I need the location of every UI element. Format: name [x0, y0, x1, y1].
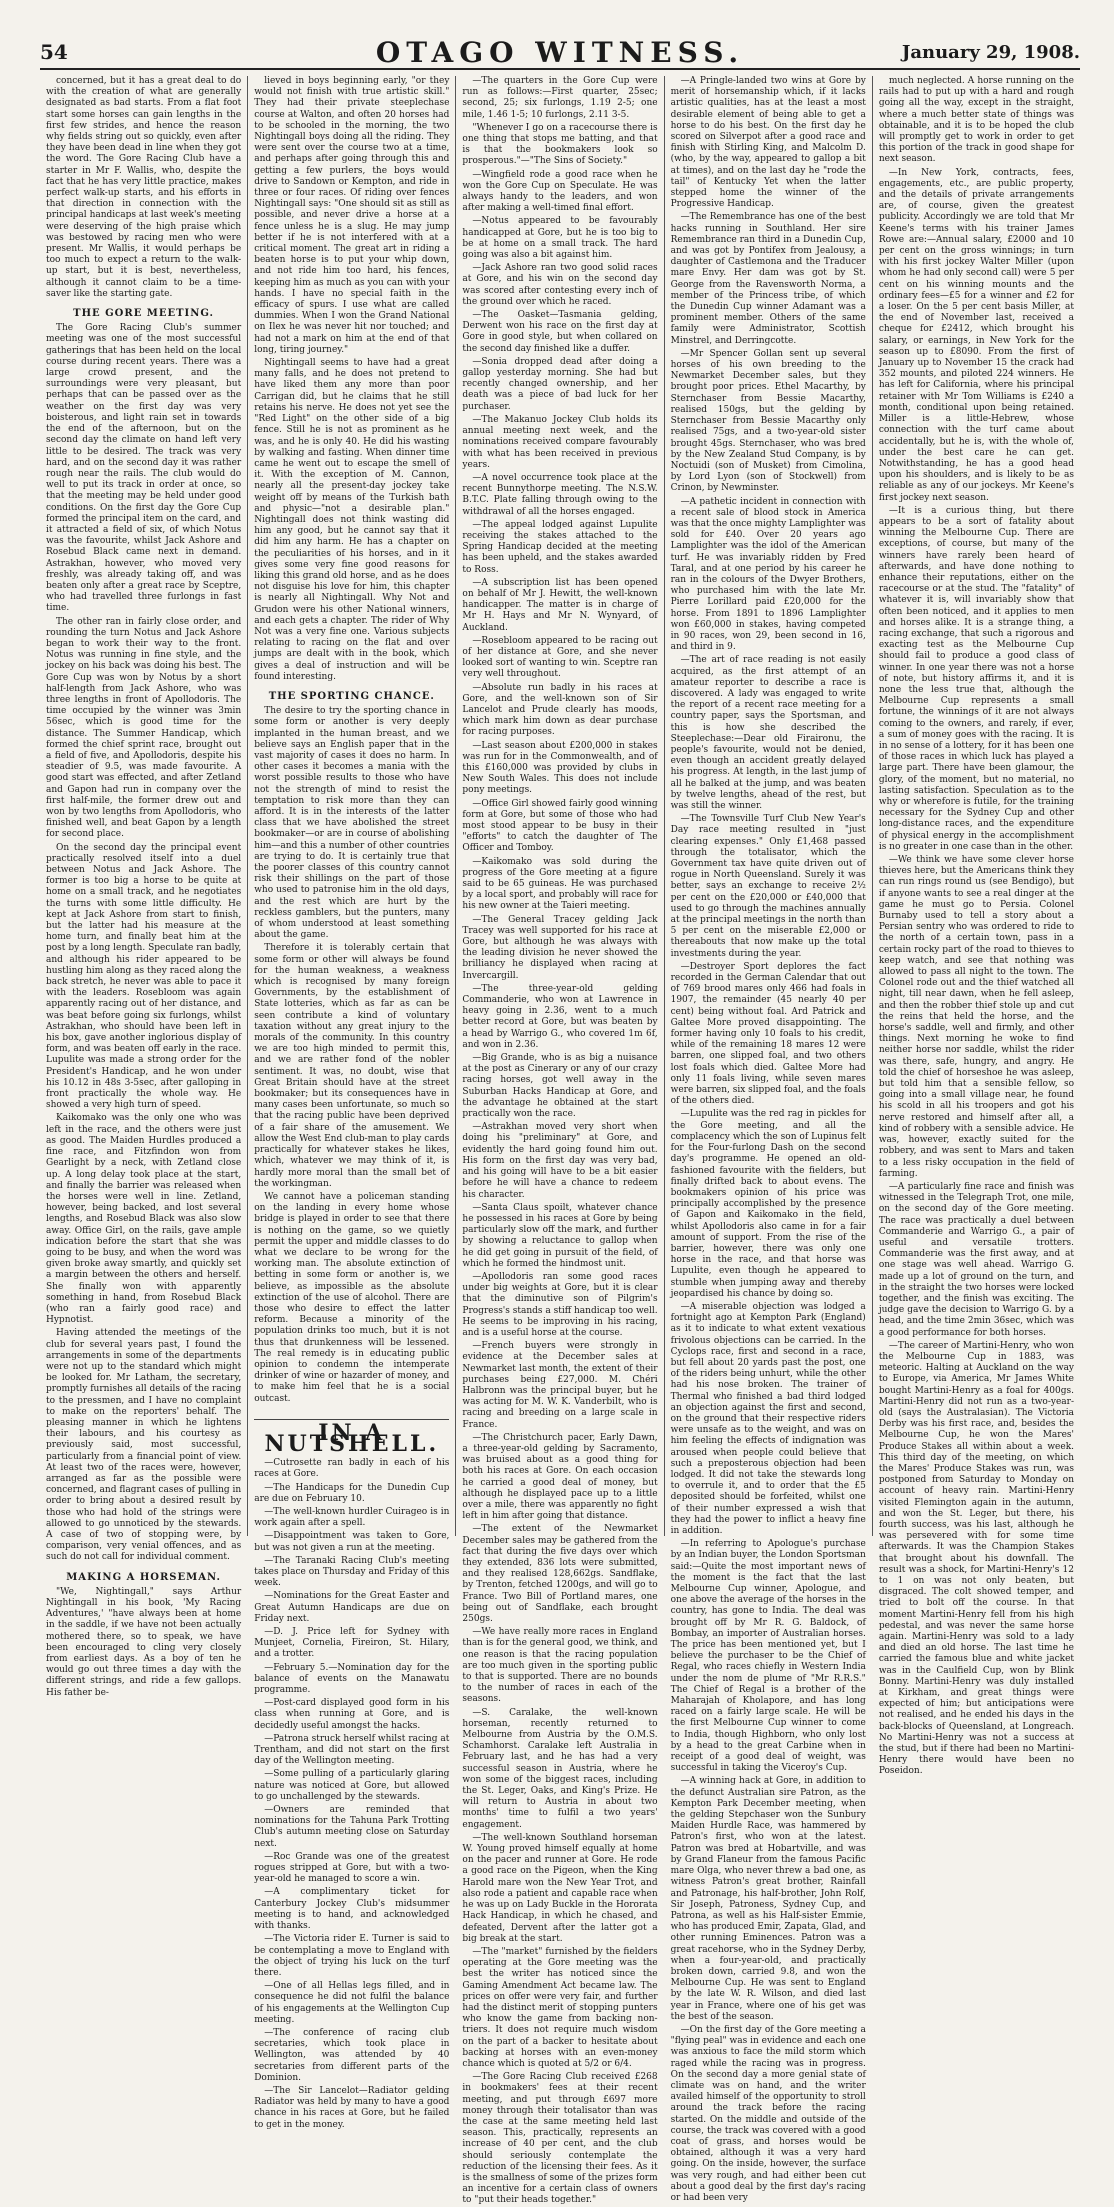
news-item: —The "market" furnished by the fielders operating at the Gore meeting was the best the writer has noticed since the Gaming Amendment Act became law. The prices on offer were very fair, and further had the distinct merit of stopping punters who know the game from backing non-triers. It does not require much wisdom on the part of a backer to hesitate about backing at horses with an even-money chance which is quoted at 5/2 or 6/4.: [462, 1946, 658, 2069]
news-item: —Notus appeared to be favourably handicapped at Gore, but he is too big to be at home on a small track. The hard going was also a bit against him.: [462, 216, 658, 261]
paragraph: The Gore Racing Club's summer meeting was one of the most successful gatherings that has been held on the local course during recent years. There was a large crowd present, and the surroundings were very pleasant, but perhaps that can be passed over as the weather on the first day was very boisterous, and light rain set in towards the end of the afternoon, but on the second day the climate on hand left very little to be desired. The track was very hard, and on the second day it was rather rough near the rails. The club would do well to put its track in order at once, so that the meeting may be held under good conditions. On the first day the Gore Cup formed the principal item on the card, and it attracted a field of six, of which Notus was the favourite, whilst Jack Ashore and Rosebud Black came next in demand. Astrakhan, however, who moved very freshly, was already taking off, and was beaten only after a great race by Sceptre, who had travelled three furlongs in fast time.: [46, 323, 242, 614]
news-item: —We think we have some clever horse thieves here, but the Americans think they can run rings round us (see Bendigo), but if anyone wants to see a real dinger at the game he must go to Persia. Colonel Burnaby used to tell a story about a Persian sentry who was ordered to ride to the north of a certain town, pass in a certain rocky part of the road to thieves to keep watch, and see that nothing was allowed to pass all night to the town. The Colonel rode out and the thief watched all night, till near dawn, when he fell asleep, and then the robber thief stole up and cut the reins that held the horse, and the horse's saddle, well and firmly, and other things. Next morning he woke to find neither horse nor saddle, whilst the rider was there, safe, hungry, and angry. He told the chief of horseshoe he was asleep, but told him that a sensible fellow, so going into a small village near, he found his scold in all his troopers and got his nerve restored and himself after all, a kind of robbery with a sensible advice. He was, however, exactly suited for the robbery, and was sent to Mars and taken to a less risky occupation in the field of farming.: [878, 855, 1075, 1179]
news-item: —The extent of the Newmarket December sales may be gathered from the fact that during the five days over which they extended, 836 lots were submitted, and they realised 128,662gs. Sandflake, by Trenton, fetched 1200gs, and will go to France. Two Bill of Portland mares, one being out of Sandflake, each brought 250gs.: [462, 1524, 658, 1625]
news-item: —Destroyer Sport deplores the fact recorded in the German Calendar that out of 769 brood mares only 466 had foals in 1907, the remainder (45 nearly 40 per cent) being without foal. Ard Patrick and Galtee More proved disappointing. The former having only 10 foals to his credit, while of the remaining 18 mares 12 were barren, one slipped foal, and two others lost foals which died. Galtee More had only 11 foals living, while seven mares were barren, six slipped foal, and the foals of the others died.: [670, 961, 866, 1107]
paragraph: Kaikomako was the only one who was left in the race, and the others were just as good. The Maiden Hurdles produced a fine race, and Fitzfindon won from Gearlight by a neck, with Zetland close up. A long delay took place at the start, and finally the barrier was released when the horses were well in line. Zetland, however, being backed, and lost several lengths, and Rosebud Black was also slow away. Office Girl, on the rails, gave ample indication before the start that she was going to be busy, and when the word was given broke away smartly, and quickly set a margin between the others and herself. She finally won with apparently something in hand, from Rosebud Black (who ran a fairly good race) and Hypnotist.: [46, 1113, 242, 1326]
news-item: —The well-known hurdler Cuirageo is in work again after a spell.: [254, 1506, 450, 1529]
news-item: —Cutrosette ran badly in each of his races at Gore.: [254, 1458, 450, 1480]
news-item: —S. Caralake, the well-known horseman, recently returned to Melbourne from Austria by the O.M.S. Schamhorst. Caralake left Australia in February last, and he has had a very successful season in Austria, where he won some of the biggest races, including the St. Leger, Oaks, and King's Prize. He will return to Austria in about two months' time to fulfil a two years' engagement.: [462, 1707, 658, 1830]
section-heading-sporting-chance: THE SPORTING CHANCE.: [268, 690, 435, 702]
paragraph: Having attended the meetings of the club for several years past, I found the arrangements in some of the departments were not up to the standard which might be looked for. Mr Latham, the secretary, promptly furnishes all details of the racing to the pressmen, and I have no complaint to make on the reporters' behalf. The pleasing manner in which he lightens their labours, and his courtesy as previously said, most successful, particularly from a financial point of view. At least two of the races were, however, arranged as far as the possible were concerned, and flagrant cases of pulling in order to bring about a desired result by those who had hold of the strings were allowed to go unnoticed by the stewards. A case of two of stopping were, by comparison, very venial offences, and as such do not call for individual comment.: [46, 1328, 242, 1563]
news-item: —The Oasket—Tasmania gelding, Derwent won his race on the first day at Gore in good style, but when collared on the second day finished like a duffer.: [462, 310, 658, 354]
news-item: —Rosebloom appeared to be racing out of her distance at Gore, and she never looked sort of wanting to win. Sceptre ran very well throughout.: [462, 635, 658, 680]
page-number: 54: [40, 40, 68, 64]
news-item: —A pathetic incident in connection with a recent sale of blood stock in America was that the once mighty Lamplighter was sold for £40. Over 20 years ago Lamplighter was the idol of the American turf. He was invariably ridden by Fred Taral, and at one period by his career he ran in the colours of the Dwyer Brothers, who purchased him with the late Mr. Pierre Lorillard paid £20,000 for the horse. From 1891 to 1896 Lamplighter won £60,000 in stakes, having competed in 90 races, won 29, been second in 16, and third in 9.: [670, 496, 866, 653]
column-3: [456, 76, 664, 2206]
news-item: —The art of race reading is not easily acquired, as the first attempt of an amateur reporter to describe a race is discovered. A lady was engaged to write the report of a recent race meeting for a country paper, says the Sportsman, and this is how she described the Steeplechase:—Dear old Firaironu, the people's favourite, would not be denied, even though an accident greatly delayed his progress. At length, in the last jump of all he balked at the jump, and was beaten by twelve lengths, ahead of the rest, but was still the winner.: [670, 655, 866, 811]
paragraph: Nightingall seems to have had a great many falls, and he does not pretend to have liked them any more than poor Carrigan did, but he claims that he still retains his nerve. He does not yet see the "Red Light" on the other side of a big fence. Still he is not as prominent as he was, and he is only 40. He did his wasting by walking and fasting. When dinner time came he went out to escape the smell of it. With the exception of M. Cannon, nearly all the present-day jockey take weight off by means of the Turkish bath and physic—"not a desirable plan." Nightingall does not think wasting did him any good, but he cannot say that it did him any harm. He has a chapter on the peculiarities of his horses, and in it gives some very fine good reasons for liking this grand old horse, and as he does not disguise his love for him, this chapter is nearly all Nightingall. Why Not and Grudon were his other National winners, and each gets a chapter. The rider of Why Not was a very fine one. Various subjects relating to racing on the flat and over jumps are dealt with in the book, which gives a deal of instruction and will be found interesting.: [254, 358, 450, 682]
news-item: —The General Tracey gelding Jack Tracey was well supported for his race at Gore, but although he was always with the leading division he never showed the brilliancy he displayed when racing at Invercargill.: [462, 914, 658, 981]
news-item: —Wingfield rode a good race when he won the Gore Cup on Speculate. He was always handy to the leaders, and won after making a well-timed final effort.: [462, 169, 658, 214]
column-2: [248, 76, 456, 2130]
news-item: —French buyers were strongly in evidence at the December sales at Newmarket last month, the extent of their purchases being £27,000. M. Chéri Halbronn was the principal buyer, but he was acting for M. W. K. Vanderbilt, who is racing and breeding on a large scale in France.: [462, 1341, 658, 1430]
news-item: —The quarters in the Gore Cup were run as follows:—First quarter, 25sec; second, 25; six furlongs, 1.19 2-5; one mile, 1.46 1-5; 10 furlongs, 2.11 3-5.: [462, 76, 658, 120]
issue-date: January 29, 1908.: [901, 42, 1080, 63]
section-heading-in-a-nutshell: IN A NUTSHELL.: [254, 1419, 449, 1450]
news-item: —Mr Spencer Gollan sent up several horses of his own breeding to the Newmarket December sales, but they brought poor prices. Ethel Macarthy, by Sternchaser from Bessie Macarthy, realised 150gs, but the gelding by Sternchaser from Bessie Macarthy only realised 75gs, and a two-year-old sister brought 45gs. Sternchaser, who was bred by the New Zealand Stud Company, is by Noctuidi (son of Musket) from Cimolina, by Lord Lyon (son of Stockwell) from Crinon, by Newminster.: [670, 348, 866, 494]
news-item: —In New York, contracts, fees, engagements, etc., are public property, and the details of private arrangements are, of course, given the greatest publicity. Accordingly we are told that Mr Keene's terms with his trainer James Rowe are:—Annual salary, £2000 and 10 per cent on the gross winnings; in turn with his first jockey Walter Miller (upon whom he had only second call) were 5 per cent on his winning mounts and the ordinary fees—£5 for a winner and £2 for a loser. On the 5 per cent basis Miller, at the end of November last, received a cheque for £2412, which brought his salary, or earnings, in New York for the season up to £8090. From the first of January up to November 15 the crack had 352 mounts, and piloted 224 winners. He has left for California, where his principal retainer with Mr Tom Williams is £240 a month, conditional upon being retained. Miller is a little-Hebrew, whose connection with the turf came about accidentally, but he is, with the whole of, under the best care he can get. Notwithstanding, he has a good head upon his shoulders, and is likely to be as reliable as any of our jockeys. Mr Keene's first jockey next season.: [878, 167, 1075, 503]
news-item: "Whenever I go on a racecourse there is one thing that stops me batting, and that is that the bookmakers look so prosperous."—"The Sins of Society.": [462, 122, 658, 167]
news-item: —A particularly fine race and finish was witnessed in the Telegraph Trot, one mile, on the second day of the Gore meeting. The race was practically a duel between Commanderie and Warrigo G., a pair of useful and versatile trotters. Commanderie was the first away, and at one stage was well ahead. Warrigo G. made up a lot of ground on the turn, and in the straight the two horses were locked together, and the finish was exciting. The judge gave the decision to Warrigo G. by a head, and the time 2min 36sec, which was a good performance for both horses.: [878, 1181, 1075, 1338]
news-item: —Roc Grande was one of the greatest rogues stripped at Gore, but with a two-year-old he managed to score a win.: [254, 1851, 450, 1885]
news-item: —The Makanuo Jockey Club holds its annual meeting next week, and the nominations received compare favourably with what has been received in previous years.: [462, 414, 658, 470]
paragraph: "We, Nightingall," says Arthur Nightingall in his book, 'My Racing Adventures,' "have always been at home in the saddle, if we have not been actually mothered there, so to speak, we have been encouraged to cling very closely from earliest days. As a boy of ten he would go out three times a day with the different strings, and ride a few gallops. His father be-: [46, 1586, 242, 1698]
news-item: —On the first day of the Gore meeting a "flying peal" was in evidence and each one was anxious to face the mild storm which raged while the racing was in progress. On the second day a more genial state of climate was on hand, and the writer availed himself of the opportunity to stroll around the track before the racing started. On the middle and outside of the course, the track was covered with a good coat of grass, and horses would be obtained, although it was a very hard going. On the inside, however, the surface was very rough, and had either been cut about a good deal by the first day's racing or had been very: [670, 2024, 866, 2203]
news-item: —The Taranaki Racing Club's meeting takes place on Thursday and Friday of this week.: [254, 1555, 450, 1589]
news-item: —A miserable objection was lodged a fortnight ago at Kempton Park (England) as it to indicate to what extent vexatious frivolous objections can be carried. In the Cyclops race, first and second in a race, but fell about 20 yards past the post, one of the riders being unhurt, while the other had his nose broken. The trainer of Thermal who finished a bad third lodged an objection against the first and second, on the ground that their respective riders were unsafe as to the weight, and was on him feeling the effects of indignation was aroused when people could believe that such a preposterous objection had been lodged. It did not take the stewards long to overrule it, and to order that the £5 deposited should be forfeited, whilst one of their number expressed a wish that they had the power to inflict a heavy fine in addition.: [670, 1301, 866, 1536]
section-heading-making-a-horseman: MAKING A HORSEMAN.: [66, 1571, 221, 1583]
paragraph: Therefore it is tolerably certain that some form or other will always be found for the human weakness, a weakness which is recognised by many foreign Governments, by the establishment of State lotteries, which as far as can be seen contribute a kind of voluntary taxation without any great injury to the morals of the community. In this country we are too high minded to permit this, and we are rather fond of the nobler sentiment. It was, no doubt, wise that Great Britain should have at the street bookmaker; but its consequences have in many cases been unfortunate, so much so that the racing public have been deprived of a fair share of the amusement. We allow the West End club-man to play cards practically for whatever stakes he likes, which, whatever we may think of it, is hardly more moral than the small bet of the workingman.: [254, 943, 450, 1189]
news-item: —Owners are reminded that nominations for the Tahuna Park Trotting Club's autumn meeting close on Saturday next.: [254, 1805, 450, 1849]
news-item: —The Handicaps for the Dunedin Cup are due on February 10.: [254, 1482, 450, 1504]
news-item: —Post-card displayed good form in his class when running at Gore, and is decidedly useful amongst the hacks.: [254, 1698, 450, 1731]
news-item: —A novel occurrence took place at the recent Bunnythorpe meeting. The N.S.W. B.T.C. Plate falling through owing to the withdrawal of all the horses engaged.: [462, 472, 658, 517]
news-item: —We have really more races in England than is for the general good, we think, and one reason is that the racing population are too much given in the sporting public to that is supported. There are no bounds to the number of races in each of the seasons.: [462, 1627, 658, 1705]
news-item: —The career of Martini-Henry, who won the Melbourne Cup in 1883, was meteoric. Halting at Auckland on the way to Europe, via America, Mr James White bought Martini-Henry as a foal for 400gs. Martini-Henry did not run as a two-year-old (says the Australasian). The Victoria Derby was his first race, and, besides the Melbourne Cup, he won the Mares' Produce Stakes all within about a week. This third day of the meeting, on which the Mares' Produce Stakes was run, was postponed from Saturday to Monday on account of heavy rain. Martini-Henry visited Flemington again in the autumn, and won the St. Leger, but there, his fourth success, was his last, although he was persevered with for some time afterwards. It was the Champion Stakes that brought about his downfall. The result was a shock, for Martini-Henry's 12 to 1 on was not only beaten, but disgraced. The colt showed temper, and tried to bolt off the course. In that moment Martini-Henry fell from his high pedestal, and was never the same horse again. Martini-Henry was sold to a lady and died an old horse. The last time he carried the famous blue and white jacket was in the Caulfield Cup, won by Blink Bonny. Martini-Henry was duly installed at Kirkham, and great things were expected of him; but anticipations were not realised, and he ended his days in the back-blocks of Queensland, at Longreach. No Martini-Henry was not a success at the stud, but if there had been no Martini-Henry there would have been no Poseidon.: [878, 1340, 1075, 1777]
paragraph: The other ran in fairly close order, and rounding the turn Notus and Jack Ashore began to work their way to the front. Notus was running in fine style, and the jockey on his back was doing his best. The Gore Cup was won by Notus by a short half-length from Jack Ashore, who was three lengths in front of Apollodoris. The time occupied by the winner was 3min 56sec, which is good time for the distance. The Summer Handicap, which formed the chief sprint race, brought out a field of five, and Apollodoris, despite his steadier of 9.5, was made favourite. A good start was effected, and after Zetland and Gapon had run in company over the first half-mile, the former drew out and won by two lengths from Apollodoris, who finished well, and beat Gapon by a length for second place.: [46, 616, 242, 840]
news-item: —February 5.—Nomination day for the balance of events on the Manawatu programme.: [254, 1662, 450, 1696]
news-item: —The well-known Southland horseman W. Young proved himself equally at home on the pacer and runner at Gore. He rode a good race on the Pigeon, when the King Harold mare won the New Year Trot, and also rode a patient and capable race when he was up on Lady Buckle in the Hororata Hack Handicap, in which he chased, and defeated, Dervent after the latter got a big break at the start.: [462, 1832, 658, 1944]
paragraph: We cannot have a policeman standing on the landing in every home whose bridge is played in order to see that there is nothing on the game, so we quietly permit the upper and middle classes to do what we declare to be wrong for the working man. The absolute extinction of betting in some form or another is, we believe, as impossible as the absolute extinction of the use of alcohol. There are those who desire to effect the latter reform. Because a minority of the population drinks too much, but it is not thus that drunkenness will be lessened. The real remedy is in educating public opinion to condemn the intemperate drinker of wine or hazarder of money, and to make him feel that he is a social outcast.: [254, 1191, 450, 1404]
news-item: —The Gore Racing Club received £268 in bookmakers' fees at their recent meeting, and put through £697 more money through their totalisator than was the case at the same meeting held last season. This, practically, represents an increase of 40 per cent, and the club should seriously contemplate the reduction of the licensing their fees. As it is the smallness of some of the prizes form an incentive for a certain class of owners to "put their heads together.": [462, 2072, 658, 2206]
news-item: —One of all Hellas legs filled, and in consequence he did not fulfil the balance of his engagements at the Wellington Cup meeting.: [254, 1981, 450, 2025]
newspaper-title: OTAGO WITNESS.: [375, 36, 745, 69]
news-item: —Jack Ashore ran two good solid races at Gore, and his win on the second day was scored after contesting every inch of the ground over which he raced.: [462, 263, 658, 307]
news-item: —A subscription list has been opened on behalf of Mr J. Hewitt, the well-known handicapper. The matter is in charge of Mr H. Hays and Mr N. Wynyard, of Auckland.: [462, 577, 658, 633]
news-item: —Some pulling of a particularly glaring nature was noticed at Gore, but allowed to go unchallenged by the stewards.: [254, 1769, 450, 1802]
news-item: —A Pringle-landed two wins at Gore by merit of horsemanship which, if it lacks artistic qualities, has at the least a most desirable element of being able to get a horse to do his best. On the first day he scored on Silverpot after a good race and finish with Stirling King, and Malcolm D. (who, by the way, appeared to gallop a bit at times), and on the last day he "rode the tail" of Kentucky Yet when the latter stepped home the winner of the Progressive Handicap.: [670, 76, 866, 210]
news-item: —Big Grande, who is as big a nuisance at the post as Cinerary or any of our crazy racing horses, got well away in the Suburban Hacks Handicap at Gore, and the advantage he obtained at the start practically won the race.: [462, 1053, 658, 1120]
news-item: —Absolute run badly in his races at Gore, and the well-known son of Sir Lancelot and Prude clearly has moods, which mark him down as dear purchase for racing purposes.: [462, 682, 658, 738]
newspaper-page: [40, 36, 1080, 2206]
news-item: —In referring to Apologue's purchase by an Indian buyer, the London Sportsman said:—Quite the most important news of the moment is the fact that the last Melbourne Cup winner, Apologue, and one above the average of the horses in the country, has gone to India. The deal was brought off by Mr R. G. Baldock, of Bombay, an importer of Australian horses. The price has been mentioned yet, but I believe the purchaser to be the Chief of Regal, who races chiefly in Western India under the nom de plume of "Mr R.R.S." The Chief of Regal is a brother of the Maharajah of Kholapore, and has long raced on a fairly large scale. He will be the first Melbourne Cup winner to come to India, though Highborn, who only lost by a head to the great Carbine when in receipt of a good deal of weight, was successful in taking the Viceroy's Cup.: [670, 1539, 866, 1774]
section-heading-gore-meeting: THE GORE MEETING.: [73, 308, 215, 320]
news-item: —Santa Claus spoilt, whatever chance he possessed in his races at Gore by being particularly slow off the mark, and further by showing a reluctance to gallop when he did get going in pursuit of the field, of which he formed the hindmost unit.: [462, 1202, 658, 1269]
column-1: [40, 76, 248, 1698]
news-item: —Sonia dropped dead after doing a gallop yesterday morning. She had but recently changed ownership, and her death was a piece of bad luck for her purchaser.: [462, 356, 658, 412]
news-item: —Apollodoris ran some good races under big weights at Gore, but it is clear that the diminutive son of Pilgrim's Progress's stands a stiff handicap too well. He seems to be improving in his racing, and is a useful horse at the course.: [462, 1271, 658, 1338]
news-item: —The Christchurch pacer, Early Dawn, a three-year-old gelding by Sacramento, was bruised about as a good thing for both his races at Gore. On each occasion he carried a good deal of money, but although he displayed pace up to a little over a mile, there was apparently no fight left in him after going that distance.: [462, 1432, 658, 1522]
news-item: —The Victoria rider E. Turner is said to be contemplating a move to England with the object of trying his luck on the turf there.: [254, 1934, 450, 1978]
news-item: —A winning hack at Gore, in addition to the defunct Australian sire Patron, as the Kempton Park December meeting, when the gelding Stepchaser won the Sunbury Maiden Hurdle Race, was hammered by Patron's first, who won at the latest. Patron was bred at Hobartville, and was by Grand Flaneur from the famous Pacific mare Olga, who never threw a bad one, as witness Patron's great brother, Rainfall and Patronage, his half-brother, John Rolf, Sir Joseph, Patroness, Sydney Cup, and Patrona, as well as his Half-sister Emmie, who has produced Emir, Zapata, Glad, and other running Eminences. Patron was a great racehorse, who in the Sydney Derby, when a four-year-old, and practically broken down, carried 9.8, and won the Melbourne Cup. He was sent to England by the late W. R. Wilson, and died last year in France, where one of his get was the best of the season.: [670, 1776, 866, 2022]
paragraph: On the second day the principal event practically resolved itself into a duel between Notus and Jack Ashore. The former is too big a horse to be quite at home on a small track, and he negotiates the turns with some little difficulty. He kept at Jack Ashore from start to finish, but the latter had his measure at the home turn, and finally beat him at the post by a long length. Speculate ran badly, and although his rider appeared to be hustling him along as they raced along the back stretch, he never was able to pace it with the leaders. Rosebloom was again apparently racing out of her distance, and was beat before going six furlongs, whilst Astrakhan, who should have been left in his box, gave another inglorious display of form, and was beaten off early in the race. Lupulite was made a strong order for the President's Handicap, and he won under his 10.12 in 48s 3-5sec, after galloping in front practically the whole way. He showed a very high turn of speed.: [46, 842, 242, 1111]
news-item: —The Townsville Turf Club New Year's Day race meeting resulted in "just clearing expenses." Only £1,468 passed through the totalisator, which the Government tax have quite driven out of rogue in North Queensland. Surely it was better, says an exchange to receive 2½ per cent on the £20,000 or £40,000 that used to go through the machines annually at the principal meetings in the north than 5 per cent on the miserable £2,000 or thereabouts that now make up the total investments during the year.: [670, 814, 866, 959]
article-columns: [40, 76, 1080, 2206]
news-item: —Nominations for the Great Easter and Great Autumn Handicaps are due on Friday next.: [254, 1591, 450, 1624]
paragraph: concerned, but it has a great deal to do with the creation of what are generally designated as bad starts. From a flat foot start some horses can gain lengths in the first few strides, and hence the reason why fields string out so quickly, even after they have been dead in line when they got the word. The Gore Racing Club have a starter in Mr F. Wallis, who, despite the fact that he has very little practice, makes perfect walk-up starts, and his efforts in that direction in connection with the principal handicaps at last week's meeting were deserving of the high praise which was bestowed by racing men who were present. Mr Wallis, it would perhaps be too much to expect a return to the walk-up start, but it is best, nevertheless, although it cannot claim to be a time-saver like the starting gate.: [46, 76, 242, 299]
news-item: —Disappointment was taken to Gore, but was not given a run at the meeting.: [254, 1531, 450, 1553]
news-item: —Office Girl showed fairly good winning form at Gore, but some of those who had most stood appear to be busy in their "efforts" to catch the daughter of The Officer and Tomboy.: [462, 798, 658, 854]
news-item: —It is a curious thing, but there appears to be a sort of fatality about winning the Melbourne Cup. There are exceptions, of course, but many of the winners have rarely been heard of afterwards, and have done nothing to enhance their reputations, either on the racecourse or at the stud. The "fatality" of whatever it is, will invariably show that often been noticed, and it applies to men and horses alike. It is a strange thing, a racing exchange, that such a rigorous and exacting test as the Melbourne Cup should fail to produce a good class of winner. In one year there was not a horse of note, but history affirms it, and it is none the less true that, although the Melbourne Cup represents a small fortune, the winnings of it are not always coming to the owners, and rarely, if ever, a sum of money goes with the racing. It is in no sense of a lottery, for it has been one of those races in which luck has played a large part. There have been glamour, the glory, of the moment, but no material, no lasting satisfaction. Speculation as to the why or wherefore is futile, for the training necessary for the Sydney Cup and other long-distance races, and the expenditure of physical energy in the accomplishment is no greater in one case than in the other.: [878, 505, 1075, 852]
news-item: much neglected. A horse running on the rails had to put up with a hard and rough going all the way, except in the straight, where a much better state of things was obtainable, and it is to be hoped the club will promptly get to work in order to get this portion of the track in good shape for next season.: [878, 76, 1075, 165]
paragraph: The desire to try the sporting chance in some form or another is very deeply implanted in the human breast, and we believe says an English paper that in the vast majority of cases it does no harm. In other cases it becomes a mania with the worst possible results to those who have not the strength of mind to resist the temptation to risk more than they can afford. It is in the interests of the latter class that we have abolished the street bookmaker—or are in course of abolishing him—and this a number of other countries are trying to do. It is certainly true that the poorer classes of this country cannot risk their shillings on the part of those who used to patronise him in the old days, and the rest which are hurt by the reckless gamblers, but the punters, many of whom understood at least something about the game.: [254, 706, 450, 941]
news-item: —Last season about £200,000 in stakes was run for in the Commonwealth, and of this £160,000 was provided by clubs in New South Wales. This does not include pony meetings.: [462, 740, 658, 796]
news-item: —The Sir Lancelot—Radiator gelding Radiator was held by many to have a good chance in his races at Gore, but he failed to get in the money.: [254, 2085, 450, 2130]
column-4: [665, 76, 873, 2203]
news-item: —Lupulite was the red rag in pickles for the Gore meeting, and all the complacency which the son of Lupinus felt for the Four-furlong Dash on the second day's programme. He opened an old-fashioned favourite with the fielders, but finally drifted back to about evens. The bookmakers opinion of his price was principally accomplished by the presence of Gapon and Kaikomako in the field, whilst Apollodoris also came in for a fair amount of support. From the rise of the barrier, however, there was only one horse in the race, and that horse was Lupulite, even though he appeared to stumble when jumping away and thereby jeopardised his chance by doing so.: [670, 1109, 866, 1299]
news-item: —The Remembrance has one of the best hacks running in Southland. Her sire Remembrance ran third in a Dunedin Cup, and was got by Pontifex from Jealousy, a daughter of Castlemona and the Traducer mare Envy. Her dam was got by St. George from the Ravensworth Norma, a member of the Princess tribe, of which the Dunedin Cup winner Adamant was a prominent member. Others of the same family were Administrator, Scottish Minstrel, and Derringcotte.: [670, 212, 866, 346]
paragraph: lieved in boys beginning early, "or they would not finish with true artistic skill." They had their private steeplechase course at Walton, and often 20 horses had to be schooled in the morning, the two Nightingall boys doing all the riding. They were sent over the course two at a time, and perhaps after going through this and getting a few purlers, the boys would drive to Sandown or Kempton, and ride in three or four races. Of riding over fences Nightingall says: "One should sit as still as possible, and never drive a horse at a fence unless he is a slug. He may jump better if he is not interfered with at a critical moment. The great art in riding a beaten horse is to put your whip down, and not ride him too hard, his fences, keeping him as much as you can with your hands. I have no special faith in the efficacy of spurs. I use what are called dummies. When I won the Grand National on Ilex he was never hit nor touched; and had not a mark on him at the end of that long, tiring journey.": [254, 76, 450, 355]
news-item: —Astrakhan moved very short when doing his "preliminary" at Gore, and evidently the hard going found him out. His form on the first day was very bad, and his going will have to be a bit easier before he will have a chance to redeem his character.: [462, 1122, 658, 1200]
news-item: —D. J. Price left for Sydney with Munjeet, Cornelia, Fireiron, St. Hilary, and a trotter.: [254, 1627, 450, 1660]
news-item: —The conference of racing club secretaries, which took place in Wellington, was attended by 40 secretaries from different parts of the Dominion.: [254, 2027, 450, 2083]
news-item: —Patrona struck herself whilst racing at Trentham, and did not start on the first day of the Wellington meeting.: [254, 1733, 450, 1767]
news-item: —Kaikomako was sold during the progress of the Gore meeting at a figure said to be 65 guineas. He was purchased by a local sport, and probably will race for his new owner at the Taieri meeting.: [462, 856, 658, 912]
news-item: —A complimentary ticket for Canterbury Jockey Club's midsummer meeting is to hand, and acknowledged with thanks.: [254, 1887, 450, 1932]
column-5: [873, 76, 1080, 1777]
masthead: [40, 36, 1080, 70]
news-item: —The three-year-old gelding Commanderie, who won at Lawrence in heavy going in 2.36, went to a much better record at Gore, but was beaten by a head by Warrigo G., who covered 1m 6f, and won in 2.36.: [462, 983, 658, 1050]
news-item: —The appeal lodged against Lupulite receiving the stakes attached to the Spring Handicap decided at the meeting has been upheld, and the stakes awarded to Ross.: [462, 519, 658, 575]
